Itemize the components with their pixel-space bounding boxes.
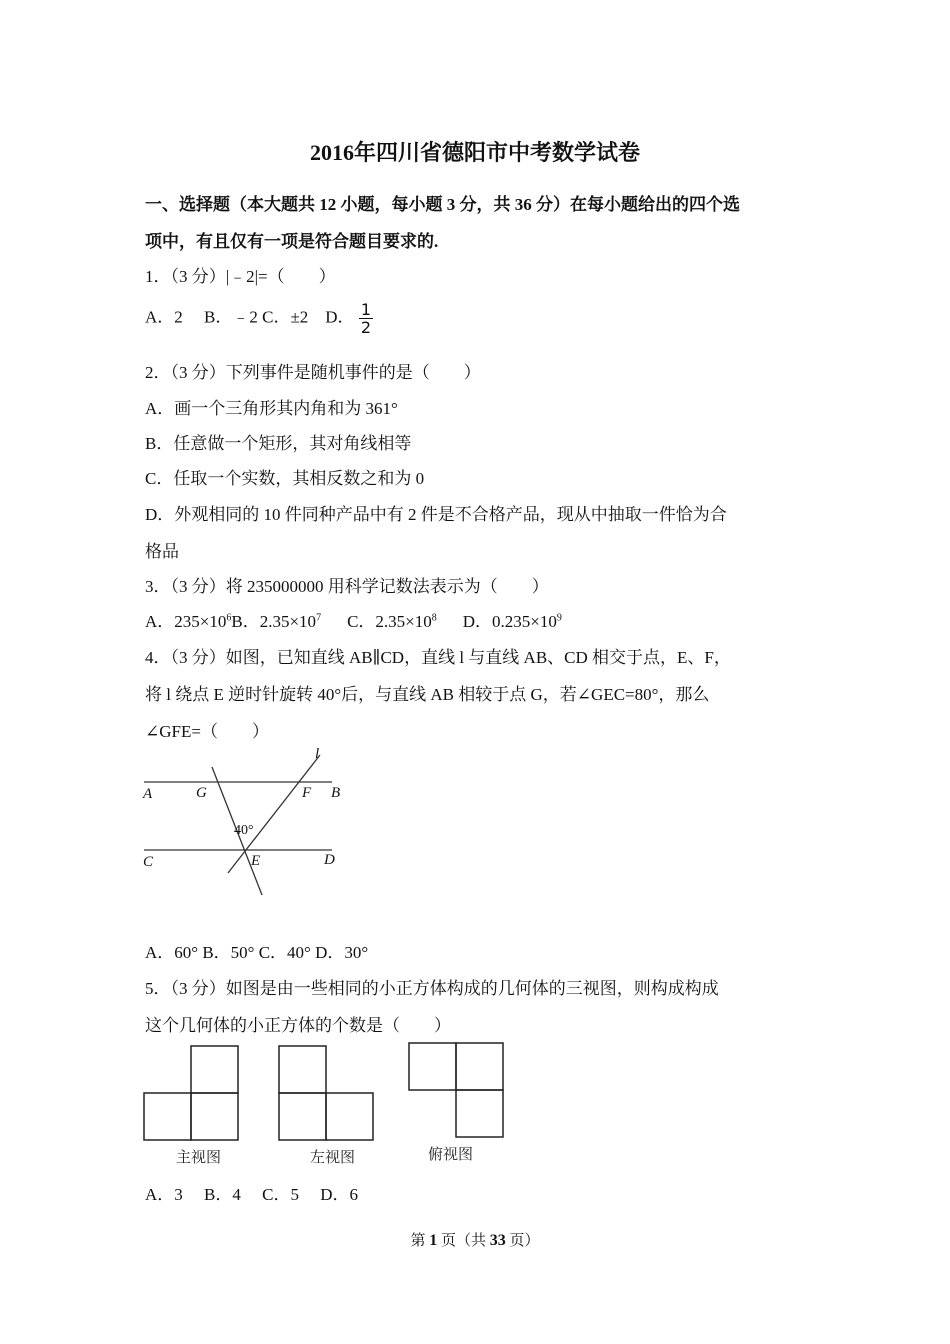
front-view: [144, 1046, 238, 1140]
q4-stem-line1: 4．（3 分）如图，已知直线 AB∥CD，直线 l 与直线 AB、CD 相交于点，E、F，: [145, 648, 731, 667]
q3-option-d: D．0.235×10: [462, 612, 557, 631]
fraction-numerator: 1: [360, 300, 371, 319]
q3-options: [145, 607, 562, 632]
q4-stem-line3: ∠GFE=（ ）: [145, 722, 269, 741]
q1-stem: 1．（3 分）|﹣2|=（ ）: [145, 267, 336, 286]
top-view-label: 俯视图: [428, 1145, 474, 1163]
q2-option-a: A．画一个三角形其内角和为 361°: [145, 399, 398, 418]
exam-title: 2016年四川省德阳市中考数学试卷: [309, 140, 640, 165]
footer-prefix: 第: [410, 1233, 426, 1249]
q2-option-b: B．任意做一个矩形，其对角线相等: [145, 434, 412, 453]
footer-mid: 页（共: [440, 1233, 486, 1249]
line-l: [228, 755, 320, 873]
q3-option-d-exponent: 9: [556, 612, 562, 624]
q5-stem-line1: 5．（3 分）如图是由一些相同的小正方体构成的几何体的三视图，则构成构成: [145, 979, 719, 998]
label-b: B: [331, 785, 341, 801]
front-view-label: 主视图: [176, 1148, 222, 1166]
left-view: [279, 1046, 373, 1140]
label-angle-40: 40°: [234, 823, 254, 838]
q3-option-a: A．235×10: [145, 612, 227, 631]
label-c: C: [143, 854, 154, 870]
q5-stem-line2: 这个几何体的小正方体的个数是（ ）: [145, 1016, 451, 1035]
q4-geometry-figure: [138, 745, 368, 900]
q5-options: A．3 B．4 C．5 D．6: [145, 1185, 358, 1204]
fraction-denominator: 2: [360, 318, 371, 337]
q4-stem-line2: 将 l 绕点 E 逆时针旋转 40°后，与直线 AB 相较于点 G，若∠GEC=80°，那么: [145, 685, 710, 704]
q3-option-c-exponent: 8: [431, 612, 437, 624]
q4-options: A．60° B．50° C．40° D．30°: [145, 943, 369, 962]
q2-option-d-line1: D．外观相同的 10 件同种产品中有 2 件是不合格产品，现从中抽取一件恰为合: [145, 505, 727, 524]
footer-total-pages: 33: [489, 1232, 506, 1249]
q3-stem: 3．（3 分）将 235000000 用科学记数法表示为（ ）: [145, 577, 549, 596]
label-a: A: [143, 786, 153, 802]
q3-option-b-exponent: 7: [316, 612, 322, 624]
q2-option-d-line2: 格品: [145, 542, 179, 561]
top-view: [409, 1043, 503, 1137]
label-g: G: [196, 785, 207, 801]
footer-suffix: 页）: [509, 1233, 540, 1249]
q1-options: [145, 301, 373, 336]
label-d: D: [324, 852, 335, 868]
label-f: F: [302, 785, 312, 801]
label-l: l: [315, 746, 320, 762]
section-heading-line2: 项中，有且仅有一项是符合题目要求的.: [145, 232, 439, 251]
section-heading-line1: 一、选择题（本大题共 12 小题，每小题 3 分，共 36 分）在每小题给出的四个选: [145, 195, 740, 214]
label-e: E: [251, 853, 261, 869]
q2-option-c: C．任取一个实数，其相反数之和为 0: [145, 469, 425, 488]
left-view-label: 左视图: [310, 1148, 356, 1166]
q3-option-c: C．2.35×10: [347, 612, 432, 631]
q1-fraction: [359, 301, 373, 336]
page-footer: [0, 1229, 950, 1250]
q3-option-a-exponent: 6: [226, 612, 232, 624]
q1-options-text: A．2 B．﹣2 C．±2 D．: [145, 307, 355, 327]
q5-three-views-figure: [140, 1040, 510, 1170]
footer-page-number: 1: [429, 1232, 438, 1249]
q3-option-b: B．2.35×10: [231, 612, 317, 631]
q2-stem: 2．（3 分）下列事件是随机事件的是（ ）: [145, 363, 481, 382]
